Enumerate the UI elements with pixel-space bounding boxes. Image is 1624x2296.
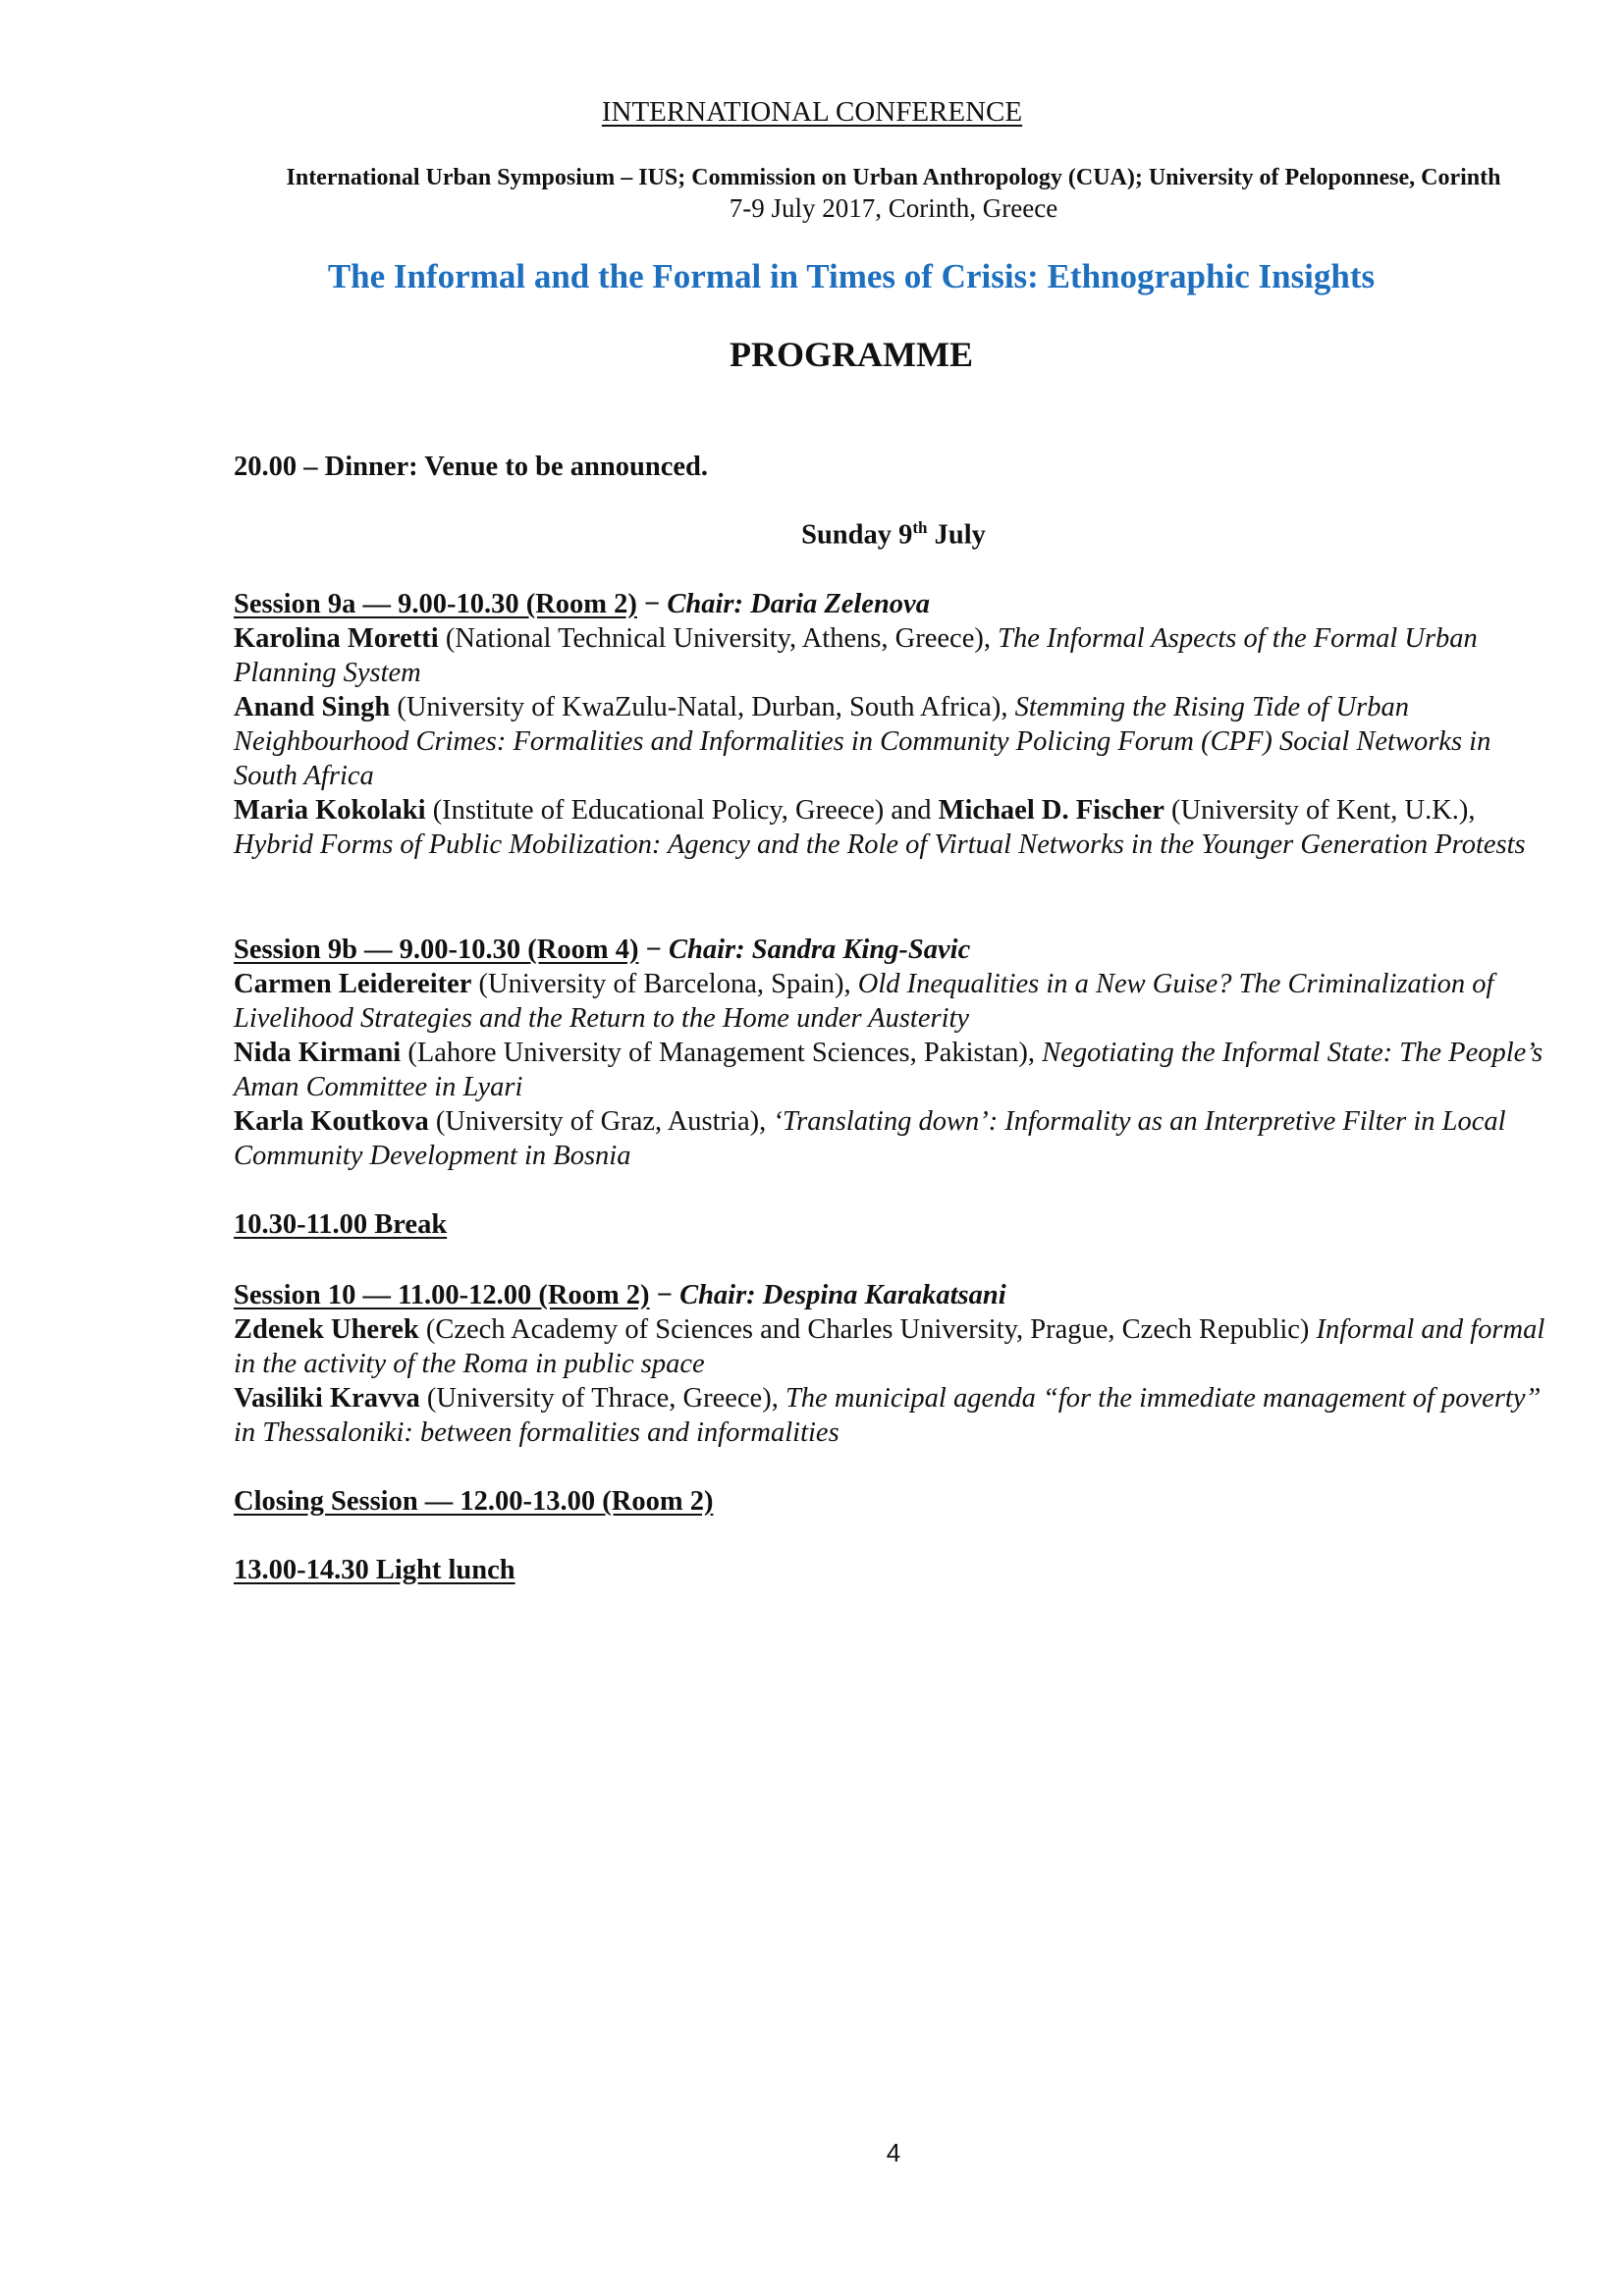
presentation-entry [234,1036,1549,1104]
presenter-affiliation: (University of Thrace, Greece), [419,1383,785,1414]
day-heading [0,518,1624,552]
session-10 [234,1278,1549,1450]
presenter-affiliation: (University of Barcelona, Spain), [471,969,858,999]
presentation-entry [234,793,1549,862]
presenter-name: Carmen Leidereiter [234,969,472,999]
dates-location: 7-9 July 2017, Corinth, Greece [729,193,1058,223]
dinner-line: 20.00 – Dinner: Venue to be announced. [234,452,708,482]
session-title: Session 9b — 9.00-10.30 (Room 4) [234,934,639,965]
session-heading [234,933,1549,967]
presentation-entry [234,967,1549,1036]
day-label: Sunday 9 [801,519,913,551]
session-chair: Chair: Sandra King-Savic [668,934,971,965]
session-title: Session 9a — 9.00-10.30 (Room 2) [234,589,637,619]
paper-title: ‘Translating down’: Informality as an Interpretive Filter in Local Community Development in Bosnia [234,1106,1506,1171]
page-number: 4 [886,2138,901,2167]
paper-title: Old Inequalities in a New Guise? The Criminalization of Livelihood Strategies and the Return to the Home under Austerity [234,969,1494,1034]
day-ordinal-suffix: th [912,518,928,537]
co-presenter-name: Michael D. Fischer [938,795,1164,826]
presenter-name: Karolina Moretti [234,623,439,654]
break-line: 10.30-11.00 Break [234,1209,448,1240]
paper-title: Hybrid Forms of Public Mobilization: Agency and the Role of Virtual Networks in the Younger Generation Protests [234,829,1526,860]
session-heading [234,1278,1549,1312]
conference-theme: The Informal and the Formal in Times of Crisis: Ethnographic Insights [327,257,1376,295]
presenter-affiliation: (Institute of Educational Policy, Greece) and [425,795,939,826]
day-month: July [927,519,986,551]
presenter-name: Zdenek Uherek [234,1314,419,1345]
presenter-name: Karla Koutkova [234,1106,429,1137]
conference-title: INTERNATIONAL CONFERENCE [601,96,1023,128]
session-9a [234,587,1549,862]
session-heading [234,587,1549,621]
paper-title: The Informal Aspects of the Formal Urban Planning System [234,623,1478,688]
session-dash: − [649,1280,680,1310]
paper-title: Negotiating the Informal State: The People’s Aman Committee in Lyari [234,1038,1543,1102]
presenter-name: Vasiliki Kravva [234,1383,420,1414]
session-9b [234,933,1549,1173]
session-dash: − [638,934,669,965]
session-chair: Chair: Daria Zelenova [667,589,930,619]
paper-title: Informal and formal in the activity of the Roma in public space [234,1314,1545,1379]
session-chair: Chair: Despina Karakatsani [679,1280,1006,1310]
closing-session-line: Closing Session — 12.00-13.00 (Room 2) [234,1486,714,1517]
presenter-affiliation: (National Technical University, Athens, Greece), [438,623,999,654]
session-dash: − [636,589,668,619]
presenter-affiliation: (University of Graz, Austria), [428,1106,774,1137]
presentation-entry [234,1381,1549,1450]
paper-title: Stemming the Rising Tide of Urban Neighbourhood Crimes: Formalities and Informalities in Community Policing Forum (CPF) Social Networks in South Africa [234,692,1491,791]
lunch-line: 13.00-14.30 Light lunch [234,1555,515,1585]
programme-heading: PROGRAMME [730,335,973,374]
presentation-entry [234,1104,1549,1173]
co-presenter-affiliation: (University of Kent, U.K.), [1164,795,1476,826]
presentation-entry [234,1312,1549,1381]
presentation-entry [234,690,1549,793]
presenter-affiliation: (Lahore University of Management Sciences, Pakistan), [401,1038,1043,1068]
presenter-name: Anand Singh [234,692,391,722]
presenter-affiliation: (University of KwaZulu-Natal, Durban, South Africa), [390,692,1015,722]
presenter-name: Maria Kokolaki [234,795,426,826]
presenter-name: Nida Kirmani [234,1038,402,1068]
presentation-entry [234,621,1549,690]
presenter-affiliation: (Czech Academy of Sciences and Charles University, Prague, Czech Republic) [418,1314,1317,1345]
session-title: Session 10 — 11.00-12.00 (Room 2) [234,1280,650,1310]
paper-title: The municipal agenda “for the immediate management of poverty” in Thessaloniki: between formalities and informalities [234,1383,1542,1448]
organizers-line: International Urban Symposium – IUS; Commission on Urban Anthropology (CUA); University of Peloponnese, Corinth [286,165,1501,190]
